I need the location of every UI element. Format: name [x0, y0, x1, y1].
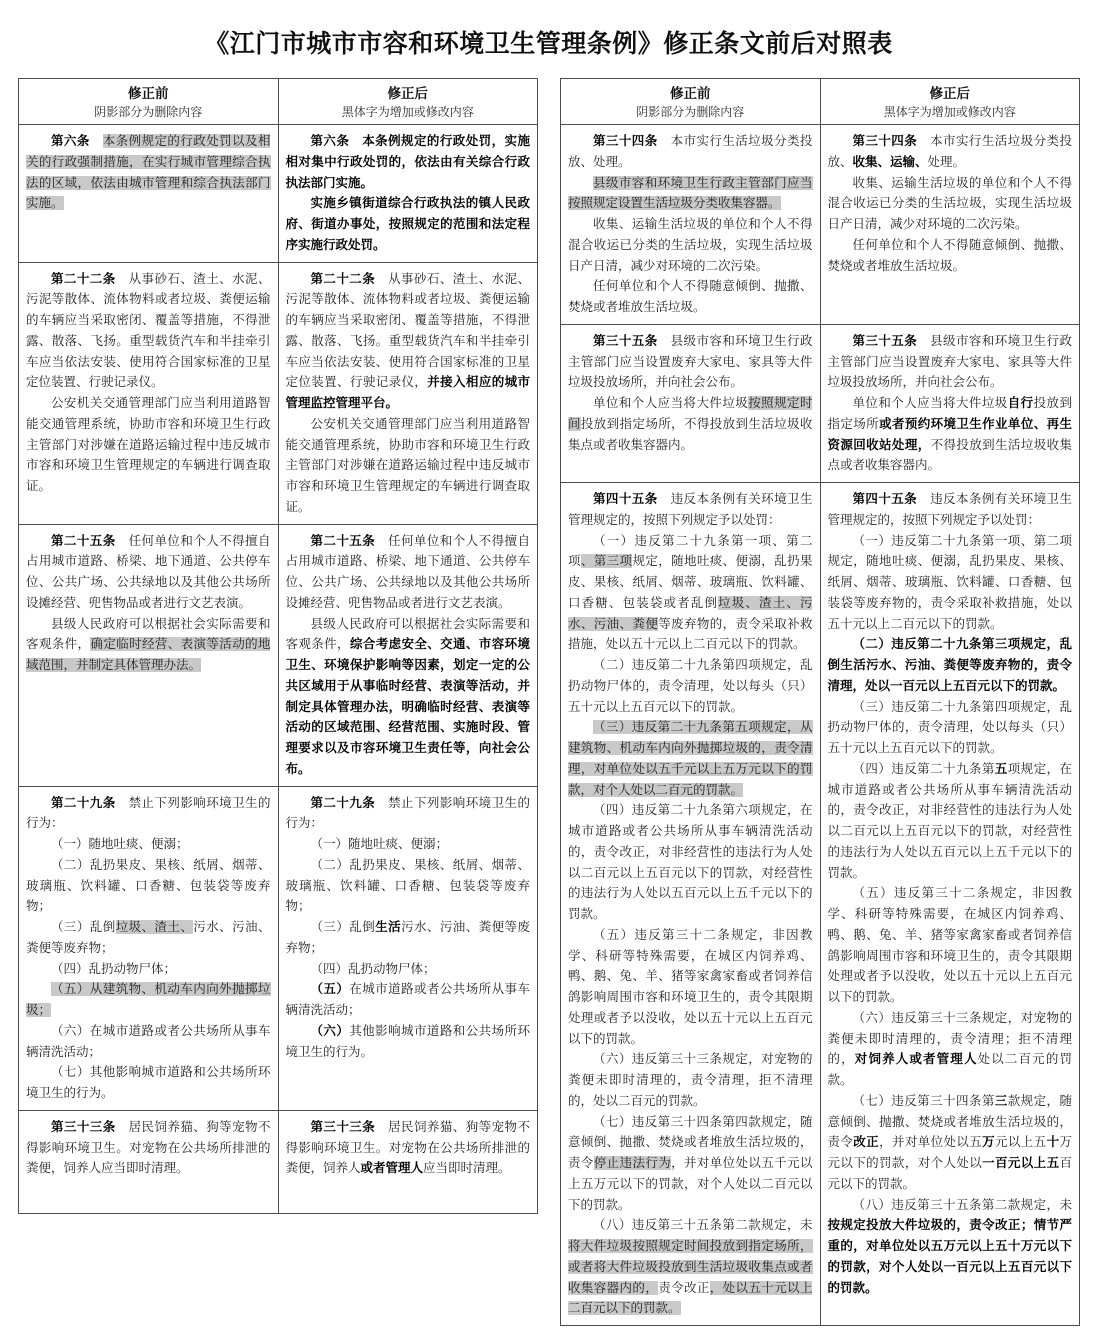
text-run: 县级人民政府可以根据社会实际需要和客观条件， — [26, 616, 271, 652]
added-text-run: 综合考虑安全、交通、市容环境卫生、环境保护影响等因素，划定一定的公共区域用于从事临时经营、表演等活动，并制定具体管理办法，明确临时经营、表演等活动的区域范围、经营范围、实施时段、管理要求以及市容环境卫生责任等，向社会公布。 — [285, 637, 530, 776]
text-run: 公安机关交通管理部门应当利用道路智能交通管理系统，协助市容和环境卫生行政主管部门对涉嫌在道路运输过程中违反城市市容和环境卫生管理规定的车辆进行调查取证。 — [26, 396, 271, 493]
deleted-text-run: 按照规定时间 — [568, 396, 813, 431]
deleted-text-run: 停止违法行为 — [593, 1156, 672, 1170]
before-label: 修正前 — [670, 86, 711, 101]
article-cell-after — [820, 125, 1080, 325]
added-text-run: 第四十五条 — [852, 492, 931, 506]
text-run: （六）违反第三十三条规定，对宠物的粪便未即时清理的，责令清理，拒不清理的，处以二百元的罚款。 — [568, 1052, 813, 1108]
paragraph — [828, 331, 1073, 393]
article-cell-after — [278, 524, 538, 786]
text-run: （四）违反第二十九条第六项规定，在城市道路或者公共场所从事车辆清洗活动的，责令改正，对非经营性的违法行为人处以二百元以上五百元以下的罚款，对经营性的违法行为人处以五百元以上五千元以下的罚款。 — [568, 803, 813, 921]
text-run: 从事砂石、渣土、水泥、污泥等散体、流体物料或者垃圾、粪便运输的车辆应当采取密闭、覆盖等措施，不得泄露、散落、飞扬。重型载货汽车和半挂牵引车应当依法安装、使用符合国家标准的卫星定位装置、行驶记录仪， — [285, 271, 530, 390]
added-text-run: 对饲养人或者管理人 — [854, 1052, 978, 1067]
text-run: 责令改正 — [658, 1280, 710, 1295]
text-run: （一）随地吐痰、便溺； — [51, 837, 189, 851]
added-text-run: （五） — [310, 982, 350, 997]
added-text-run: 收集、运输、 — [852, 154, 928, 169]
added-text-run: 第二十九条 — [51, 795, 129, 810]
table-row — [561, 125, 1080, 325]
added-text-run: 第二十二条 — [51, 271, 129, 286]
paragraph — [286, 1117, 531, 1179]
paragraph — [286, 531, 531, 614]
added-text-run: 生活 — [375, 920, 402, 934]
paragraph — [286, 834, 531, 855]
paragraph — [26, 1062, 271, 1104]
text-run: 污水、污油、粪便等废弃物； — [285, 920, 530, 955]
after-label: 修正后 — [387, 86, 428, 101]
added-text-run: 第二十五条 — [51, 533, 129, 548]
text-run: 本市实行生活垃圾分类投放、 — [827, 134, 1072, 169]
paragraph — [828, 131, 1073, 173]
text-run: （一）违反第二十九条第一项、第二项 — [568, 533, 813, 569]
before-note: 阴影部分为删除内容 — [94, 105, 203, 119]
text-run: （八）违反第三十五条第二款规定，未 — [852, 1197, 1072, 1212]
text-run: 不得投放到生活垃圾收集点或者收集容器内。 — [827, 437, 1072, 473]
text-run: 污水、污油、粪便等废弃物； — [26, 920, 271, 955]
text-run: （三）乱倒 — [51, 920, 116, 934]
paragraph — [828, 1091, 1073, 1195]
text-run: 规定，随地吐痰、便溺，乱扔果皮、果核、纸屑、烟蒂、玻璃瓶、饮料罐、口香糖、包装袋或者乱倒 — [568, 554, 813, 610]
after-header — [820, 79, 1080, 125]
paragraph — [286, 193, 531, 255]
added-text-run: 第三十三条 — [310, 1119, 389, 1134]
text-run: （八）违反第三十五条第二款规定，未 — [593, 1218, 813, 1233]
article-cell-after — [278, 125, 538, 263]
paragraph — [828, 531, 1073, 635]
added-text-run: 第三十四条 — [593, 134, 671, 148]
added-text-run: 一百元以上五 — [982, 1156, 1060, 1170]
paragraph — [568, 655, 813, 717]
added-text-run: 第二十九条 — [310, 795, 389, 810]
added-text-run: 本条例规定的行政处罚，实施相对集中行政处罚的，依法由有关综合行政执法部门实施。 — [285, 134, 530, 190]
paragraph — [286, 979, 531, 1021]
added-text-run: 按规定投放大件垃圾的，责令改正；情节严重的，对单位处以五万元以上五十万元以下的罚款，对个人处以一百元以上五百元以下的罚款。 — [827, 1218, 1072, 1295]
article-cell-before — [561, 125, 821, 325]
text-run: （一）随地吐痰、便溺； — [310, 837, 449, 851]
table-row — [561, 324, 1080, 482]
text-run: （二）乱扔果皮、果核、纸屑、烟蒂、玻璃瓶、饮料罐、口香糖、包装袋等废弃物； — [285, 857, 530, 914]
added-text-run: 第四十五条 — [593, 492, 671, 506]
paragraph — [26, 917, 271, 959]
paragraph — [828, 883, 1073, 1008]
comparison-table-right — [560, 78, 1080, 1326]
added-text-run: 第六条 — [51, 134, 103, 148]
text-run: （六）在城市道路或者公共场所从事车辆清洗活动； — [26, 1023, 271, 1059]
added-text-run: 改正 — [853, 1135, 880, 1150]
paragraph — [286, 414, 531, 518]
paragraph — [26, 1117, 271, 1179]
text-run: 公安机关交通管理部门应当利用道路智能交通管理系统，协助市容和环境卫生行政主管部门对涉嫌在道路运输过程中违反城市市容和环境卫生管理规定的车辆进行调查取证。 — [285, 416, 530, 514]
text-run: 元以上五 — [995, 1135, 1047, 1150]
text-run: 县级市容和环境卫生行政主管部门应当设置废弃大家电、家具等大件垃圾投放场所，并向社会公布。 — [827, 333, 1072, 390]
article-cell-before — [19, 262, 279, 524]
before-header — [19, 79, 279, 125]
paragraph — [828, 1195, 1073, 1299]
paragraph — [828, 393, 1073, 476]
before-header — [561, 79, 821, 125]
text-run: 收集、运输生活垃圾的单位和个人不得混合收运已分类的生活垃圾，实现生活垃圾日产日清，减少对环境的二次污染。 — [568, 217, 813, 273]
paragraph — [568, 489, 813, 531]
added-text-run: 五 — [994, 761, 1008, 776]
paragraph — [568, 925, 813, 1050]
paragraph — [286, 917, 531, 959]
text-run: （五）违反第三十二条规定，非因教学、科研等特殊需要，在城区内饲养鸡、鸭、鹅、兔、羊、猪等家禽家畜或者饲养信鸽影响周围市容和环境卫生的，责令其限期处理或者予以没收，处以五十元以上五百元以下的罚款。 — [568, 927, 813, 1046]
text-run: 县级人民政府可以根据社会实际需要和客观条件， — [285, 616, 530, 652]
deleted-text-run: （五）从建筑物、机动车内向外抛掷垃圾； — [26, 982, 271, 1017]
added-text-run: 三 — [994, 1093, 1008, 1108]
paragraph — [26, 531, 271, 614]
added-text-run: 第三十五条 — [852, 333, 931, 348]
added-text-run: 第二十五条 — [310, 533, 389, 548]
text-run: 投放到指定场所 — [827, 396, 1072, 431]
paragraph — [828, 1008, 1073, 1091]
header-row — [19, 79, 538, 125]
deleted-text-run: 本条例规定的行政处罚以及相关的行政强制措施，在实行城市管理综合执法的区域，依法由城市管理和综合执法部门实施。 — [26, 134, 271, 211]
text-run: 禁止下列影响环境卫生的行为： — [26, 795, 271, 831]
deleted-text-run: 垃圾、渣土、污水、污油、粪便 — [568, 595, 813, 631]
article-cell-before — [19, 786, 279, 1110]
text-run: （四）乱扔动物尸体； — [51, 961, 177, 976]
before-note: 阴影部分为删除内容 — [636, 105, 745, 119]
comparison-tables — [0, 78, 1097, 1334]
text-run: （五）违反第三十二条规定，非因教学、科研等特殊需要，在城区内饲养鸡、鸭、鹅、兔、羊、猪等家禽家畜或者饲养信鸽影响周围市容和环境卫生的，责令其限期处理或者予以没收，处以五十元以上五百元以下的罚款。 — [827, 886, 1072, 1004]
text-run: 应当即时清理。 — [423, 1161, 511, 1176]
text-run: 投放到指定场所，不得投放到生活垃圾收集点或者收集容器内。 — [568, 416, 813, 452]
text-run: （七）违反第三十四条第四款规定，随意倾倒、抛撒、焚烧或者堆放生活垃圾的，责令 — [568, 1114, 813, 1170]
text-run: 违反本条例有关环境卫生管理规定的，按照下列规定予以处罚： — [568, 492, 813, 527]
text-run: 项规定，在城市道路或者公共场所从事车辆清洗活动的，责令改正，对非经营性的违法行为人处以二百元以上五百元以下的罚款，对经营性的违法行为人处以五百元以上五千元以下的罚款。 — [827, 761, 1072, 880]
text-run: 居民饲养猫、狗等宠物不得影响环境卫生。对宠物在公共场所排泄的粪便，饲养人 — [285, 1119, 530, 1176]
added-text-run: 或者管理人 — [360, 1161, 424, 1176]
before-label: 修正前 — [128, 86, 169, 101]
table-row — [19, 1110, 538, 1213]
paragraph — [828, 634, 1073, 696]
paragraph — [568, 1112, 813, 1216]
paragraph — [568, 717, 813, 800]
paragraph — [828, 173, 1073, 235]
text-run: 任何单位和个人不得随意倾倒、抛撒、焚烧或者堆放生活垃圾。 — [827, 237, 1072, 273]
text-run: 款规定，随意倾倒、抛撒、焚烧或者堆放生活垃圾的，责令 — [827, 1093, 1072, 1150]
article-cell-before — [561, 483, 821, 1326]
text-run: 从事砂石、渣土、水泥、污泥等散体、流体物料或者垃圾、粪便运输的车辆应当采取密闭、覆盖等措施，不得泄露、散落、飞扬。重型载货汽车和半挂牵引车应当依法安装、使用符合国家标准的卫星定位装置、行驶记录仪。 — [26, 271, 271, 390]
article-cell-before — [561, 324, 821, 482]
deleted-text-run: ，处以五十元以上二百元以下的罚款。 — [568, 1280, 813, 1316]
paragraph — [26, 131, 271, 214]
article-cell-before — [19, 524, 279, 786]
paragraph — [568, 276, 813, 318]
text-run: （七）违反第三十四条第 — [852, 1093, 995, 1108]
article-cell-after — [820, 324, 1080, 482]
paragraph — [26, 793, 271, 835]
text-run: 单位和个人应当将大件垃圾 — [852, 396, 1008, 410]
paragraph — [568, 393, 813, 455]
text-run: （三）违反第二十九条第四项规定，乱扔动物尸体的，责令清理，处以每头（只）五十元以上五百元以下的罚款。 — [827, 699, 1072, 755]
text-run: （六）违反第三十三条规定，对宠物的粪便未即时清理的，责令清理；拒不清理的， — [827, 1010, 1072, 1067]
article-cell-after — [278, 786, 538, 1110]
paragraph — [26, 614, 271, 676]
header-row — [561, 79, 1080, 125]
paragraph — [286, 614, 531, 780]
paragraph — [568, 131, 813, 173]
added-text-run: （二）违反第二十九条第三项规定，乱倒生活污水、污油、粪便等废弃物的，责令清理，处以一百元以上五百元以下的罚款。 — [827, 637, 1072, 693]
text-run: ，并对单位处以五千元以上五万元以下的罚款，对个人处以二百元以下的罚款。 — [568, 1156, 813, 1212]
text-run: 处理。 — [927, 154, 966, 169]
page-title: 《江门市城市市容和环境卫生管理条例》修正条文前后对照表 — [204, 30, 893, 58]
text-run: 收集、运输生活垃圾的单位和个人不得混合收运已分类的生活垃圾，实现生活垃圾日产日清，减少对环境的二次污染。 — [827, 175, 1072, 231]
after-label: 修正后 — [929, 86, 970, 101]
table-row — [561, 483, 1080, 1326]
text-run: 其他影响城市道路和公共场所环境卫生的行为。 — [285, 1023, 530, 1059]
paragraph — [568, 531, 813, 656]
paragraph — [568, 800, 813, 925]
paragraph — [286, 131, 531, 193]
paragraph — [568, 214, 813, 276]
article-cell-after — [278, 262, 538, 524]
deleted-text-run: 、第三项 — [580, 554, 633, 569]
deleted-text-run: （三）违反第二十九条第五项规定，从建筑物、机动车内向外抛掷垃圾的，责令清理，对单位处以五千元以上五万元以下的罚款，对个人处以二百元的罚款。 — [568, 720, 813, 797]
text-run: 在城市道路或者公共场所从事车辆清洗活动； — [285, 982, 530, 1017]
text-run: ，并对单位处以五 — [879, 1135, 983, 1150]
deleted-text-run: 确定临时经营、表演等活动的地域范围，并制定具体管理办法。 — [26, 637, 271, 672]
added-text-run: 第六条 — [310, 134, 363, 148]
text-run: 百元以下的罚款。 — [827, 1156, 1072, 1191]
text-run: 违反本条例有关环境卫生管理规定的，按照下列规定予以处罚： — [827, 492, 1072, 527]
paragraph — [26, 269, 271, 394]
text-run: （四）乱扔动物尸体； — [310, 961, 436, 976]
text-run: 禁止下列影响环境卫生的行为： — [285, 795, 530, 831]
paragraph — [26, 393, 271, 497]
added-text-run: 第三十五条 — [593, 333, 671, 348]
added-text-run: 实施乡镇街道综合行政执法的镇人民政府、街道办事处，按照规定的范围和法定程序实施行政处罚。 — [285, 196, 530, 252]
article-cell-after — [820, 483, 1080, 1326]
paragraph — [568, 173, 813, 215]
paragraph — [26, 959, 271, 980]
paragraph — [568, 1049, 813, 1111]
comparison-table-left — [18, 78, 538, 1214]
text-run: （二）乱扔果皮、果核、纸屑、烟蒂、玻璃瓶、饮料罐、口香糖、包装袋等废弃物； — [26, 857, 271, 914]
text-run: 处以二百元的罚款。 — [827, 1052, 1072, 1087]
text-run: 等废弃物的，责令采取补救措施，处以五十元以上二百元以下的罚款。 — [568, 616, 813, 652]
text-run: 任何单位和个人不得随意倾倒、抛撒、焚烧或者堆放生活垃圾。 — [568, 279, 813, 314]
paragraph — [568, 331, 813, 393]
article-cell-before — [19, 125, 279, 263]
added-text-run: （六） — [310, 1023, 350, 1038]
added-text-run: 第二十二条 — [310, 271, 389, 286]
paragraph — [26, 834, 271, 855]
table-row — [19, 125, 538, 263]
added-text-run: 万 — [982, 1135, 996, 1150]
text-run: 居民饲养猫、狗等宠物不得影响环境卫生。对宠物在公共场所排泄的粪便，饲养人应当即时清理。 — [26, 1119, 271, 1176]
deleted-text-run: 将大件垃圾按照规定时间投放到指定场所，或者将大件垃圾投放到生活垃圾收集点或者收集容器内的， — [568, 1239, 813, 1295]
paragraph — [828, 697, 1073, 759]
deleted-text-run: 垃圾、渣土、 — [115, 920, 194, 934]
article-cell-after — [278, 1110, 538, 1213]
paragraph — [286, 855, 531, 917]
added-text-run: 并接入相应的城市管理监控管理平台。 — [285, 375, 530, 410]
text-run: 本市实行生活垃圾分类投放、处理。 — [568, 134, 813, 169]
after-header — [278, 79, 538, 125]
added-text-run: 第三十三条 — [51, 1119, 129, 1134]
added-text-run: 第三十四条 — [852, 134, 931, 148]
paragraph — [568, 1215, 813, 1319]
after-note: 黑体字为增加或修改内容 — [883, 105, 1016, 119]
article-cell-before — [19, 1110, 279, 1213]
table-row — [19, 786, 538, 1110]
paragraph — [26, 855, 271, 917]
after-note: 黑体字为增加或修改内容 — [341, 105, 474, 119]
added-text-run: 自行 — [1007, 396, 1034, 410]
text-run: （二）违反第二十九条第四项规定，乱扔动物尸体的，责令清理，处以每头（只）五十元以上五百元以下的罚款。 — [568, 658, 813, 714]
text-run: （四）违反第二十九条第 — [852, 761, 995, 776]
paragraph — [286, 269, 531, 414]
paragraph — [828, 235, 1073, 277]
paragraph — [828, 759, 1073, 884]
paragraph — [828, 489, 1073, 531]
text-run: （三）乱倒 — [310, 920, 376, 934]
text-run: 单位和个人应当将大件垃圾 — [593, 396, 749, 410]
paragraph — [286, 1021, 531, 1063]
text-run: 任何单位和个人不得擅自占用城市道路、桥梁、地下通道、公共停车位、公共广场、公共绿地以及其他公共场所设摊经营、兜售物品或者进行文艺表演。 — [26, 533, 271, 610]
text-run: 万元以下的罚款，对个人处以 — [827, 1135, 1072, 1170]
text-run: 县级市容和环境卫生行政主管部门应当设置废弃大家电、家具等大件垃圾投放场所，并向社会公布。 — [568, 333, 813, 390]
added-text-run: 十 — [1046, 1135, 1060, 1150]
table-row — [19, 262, 538, 524]
paragraph — [286, 959, 531, 980]
paragraph — [26, 1021, 271, 1063]
text-run: （一）违反第二十九条第一项、第二项规定，随地吐痰、便溺，乱扔果皮、果核、纸屑、烟蒂、玻璃瓶、饮料罐、口香糖、包装袋等废弃物的，责令采取补救措施，处以五十元以上二百元以下的罚款。 — [827, 533, 1072, 631]
paragraph — [26, 979, 271, 1021]
text-run: 任何单位和个人不得擅自占用城市道路、桥梁、地下通道、公共停车位、公共广场、公共绿地以及其他公共场所设摊经营、兜售物品或者进行文艺表演。 — [285, 533, 530, 610]
added-text-run: 或者预约环境卫生作业单位、再生资源回收站处理， — [827, 416, 1072, 452]
table-row — [19, 524, 538, 786]
deleted-text-run: 县级市容和环境卫生行政主管部门应当按照规定设置生活垃圾分类收集容器。 — [568, 175, 813, 211]
text-run: （七）其他影响城市道路和公共场所环境卫生的行为。 — [26, 1065, 271, 1100]
paragraph — [286, 793, 531, 835]
